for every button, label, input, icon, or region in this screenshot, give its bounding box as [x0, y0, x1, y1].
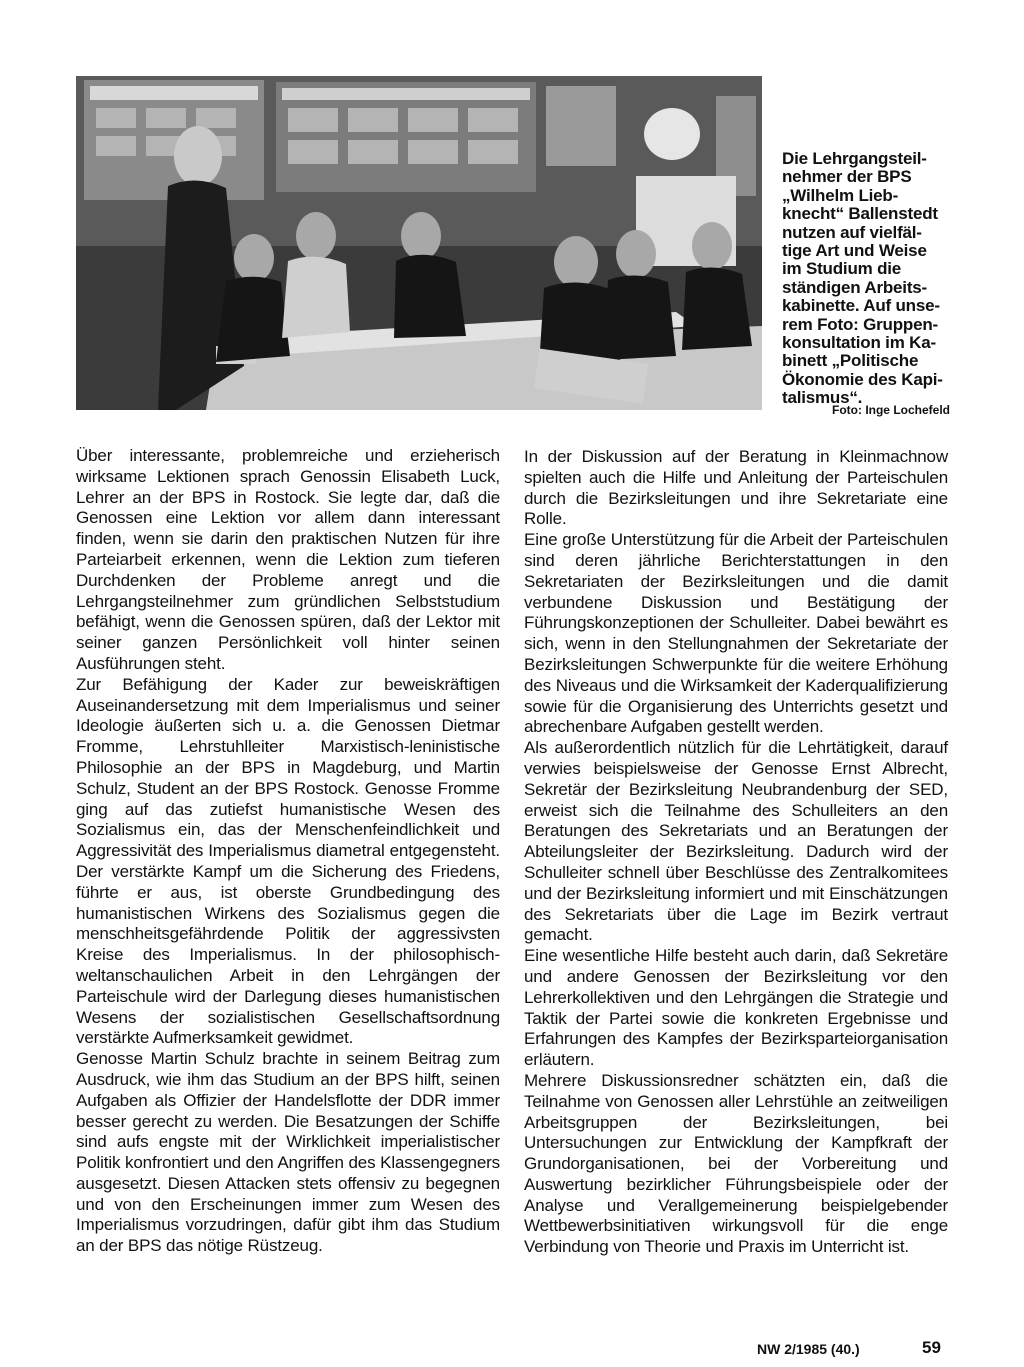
paragraph: Eine wesentliche Hilfe besteht auch darin, daß Sekretäre und andere Genossen der Bezirksleitung vor den Lehrerkollektiven und den Lehrgängen die Strategie und Taktik der Partei sowie die konkreten Ergebnisse und Erfahrungen des Kampfes der Bezirksparteiorganisation erläutern.	[524, 946, 948, 1070]
caption-line: talismus“.	[782, 388, 863, 408]
caption-line: „Wilhelm Lieb-	[782, 185, 899, 205]
paragraph: Eine große Unterstützung für die Arbeit der Parteischulen sind deren jährliche Berichterstattungen in den Sekretariaten der Bezirksleitungen und die damit verbundene Diskussion und Bestätigung der Führungskonzeptionen der Schulleiter. Dabei bewährt es sich, wenn in den Stellungnahmen der Sekretariate der Bezirksleitungen Schwerpunkte für die weitere Erhöhung des Niveaus und die Wirksamkeit der Kaderqualifizierung sowie für die Organisierung des Unterrichts gesetzt und abrechenbare Aufgaben gestellt werden.	[524, 530, 948, 737]
paragraph: Zur Befähigung der Kader zur beweiskräftigen Auseinandersetzung mit dem Imperialismus und seiner Ideologie äußerten sich u. a. die Genossen Dietmar Fromme, Lehrstuhlleiter Marxistisch-leninistische Philosophie an der BPS in Magdeburg, und Martin Schulz, Student an der BPS Rostock. Genosse Fromme ging auf das zutiefst humanistische Wesen des Sozialismus ein, das der Menschenfeindlichkeit und Aggressivität des Imperialismus diametral entgegensteht. Der verstärkte Kampf um die Sicherung des Friedens, führte er aus, ist oberste Grundbedingung des humanistischen Wirkens des Sozialismus gegen die menschheitsgefährdende Politik der aggressivsten Kreise des Imperialismus. In der philosophisch-weltanschaulichen Arbeit in den Lehrgängen der Parteischule wird der Darlegung dieses humanistischen Wesens der sozialistischen Gesellschaftsordnung verstärkte Aufmerksamkeit gewidmet.	[76, 674, 500, 1048]
caption-line: konsultation im Ka-	[782, 333, 936, 353]
photo-caption	[782, 150, 960, 408]
caption-line: binett „Politische	[782, 351, 919, 371]
caption-line: tige Art und Weise	[782, 241, 927, 261]
right-column	[524, 447, 948, 1258]
paragraph: Über interessante, problemreiche und erzieherisch wirksame Lektionen sprach Genossin Elisabeth Luck, Lehrer an der BPS in Rostock. Sie legte dar, daß die Genossen eine Lektion vor allem dann interessant finden, wenn sie darin den praktischen Nutzen für ihre Parteiarbeit erkennen, wenn die Lektion zum tieferen Durchdenken der Probleme anregt und die Lehrgangsteilnehmer zum gründlichen Selbststudium befähigt, wenn die Genossen spüren, daß der Lektor mit seiner ganzen Persönlichkeit voll hinter seinen Ausführungen steht.	[76, 446, 500, 673]
paragraph: Als außerordentlich nützlich für die Lehrtätigkeit, darauf verwies beispielsweise der Genosse Ernst Albrecht, Sekretär der Bezirksleitung Neubrandenburg der SED, erweist sich die Teilnahme des Schulleiters an den Beratungen des Sekretariats und an Beratungen der Abteilungsleiter der Bezirksleitung. Dadurch wird der Schulleiter schnell über Beschlüsse des Zentralkomitees und der Bezirksleitung informiert und mit Einschätzungen des Sekretariats über die Lage im Bezirk vertraut gemacht.	[524, 738, 948, 945]
caption-line: im Studium die	[782, 259, 902, 279]
caption-line: nehmer der BPS	[782, 167, 912, 187]
caption-line: ständigen Arbeits-	[782, 277, 928, 297]
caption-line: Ökonomie des Kapi-	[782, 369, 943, 389]
classroom-photo-icon	[76, 76, 762, 410]
paragraph: In der Diskussion auf der Beratung in Kleinmachnow spielten auch die Hilfe und Anleitung der Parteischulen durch die Bezirksleitungen und ihre Sekretariate eine Rolle.	[524, 447, 948, 529]
caption-line: kabinette. Auf unse-	[782, 296, 940, 316]
page-number: 59	[922, 1338, 941, 1357]
caption-line: knecht“ Ballenstedt	[782, 204, 938, 224]
caption-line: Die Lehrgangsteil-	[782, 149, 927, 168]
classroom-photo	[76, 76, 762, 410]
paragraph: Mehrere Diskussionsredner schätzten ein, daß die Teilnahme von Genossen aller Lehrstühle an zeitweiligen Arbeitsgruppen der Bezirksleitungen, bei Untersuchungen zur Entwicklung der Kampfkraft der Grundorganisationen, bei der Vorbereitung und Auswertung bezirklicher Führungsbeispiele oder der Analyse und Verallgemeinerung beispielgebender Wettbewerbsinitiativen wirkungsvoll für die enge Verbindung von Theorie und Praxis im Unterricht ist.	[524, 1070, 948, 1257]
caption-line: rem Foto: Gruppen-	[782, 314, 938, 334]
left-column	[76, 446, 500, 1257]
photo-credit: Foto: Inge Lochefeld	[832, 403, 950, 417]
issue-label: NW 2/1985 (40.)	[757, 1341, 860, 1357]
paragraph: Genosse Martin Schulz brachte in seinem Beitrag zum Ausdruck, wie ihm das Studium an der BPS hilft, seinen Aufgaben als Offizier der Handelsflotte der DDR immer besser gerecht zu werden. Die Besatzungen der Schiffe sind aufs engste mit der Wirklichkeit imperialistischer Politik konfrontiert und den Angriffen des Klassengegners ausgesetzt. Diesen Attacken stets offensiv zu begegnen und von den Erscheinungen immer zum Wesen des Imperialismus vorzudringen, dafür gibt ihm das Studium an der BPS das nötige Rüstzeug.	[76, 1049, 500, 1256]
caption-line: nutzen auf vielfäl-	[782, 222, 922, 242]
